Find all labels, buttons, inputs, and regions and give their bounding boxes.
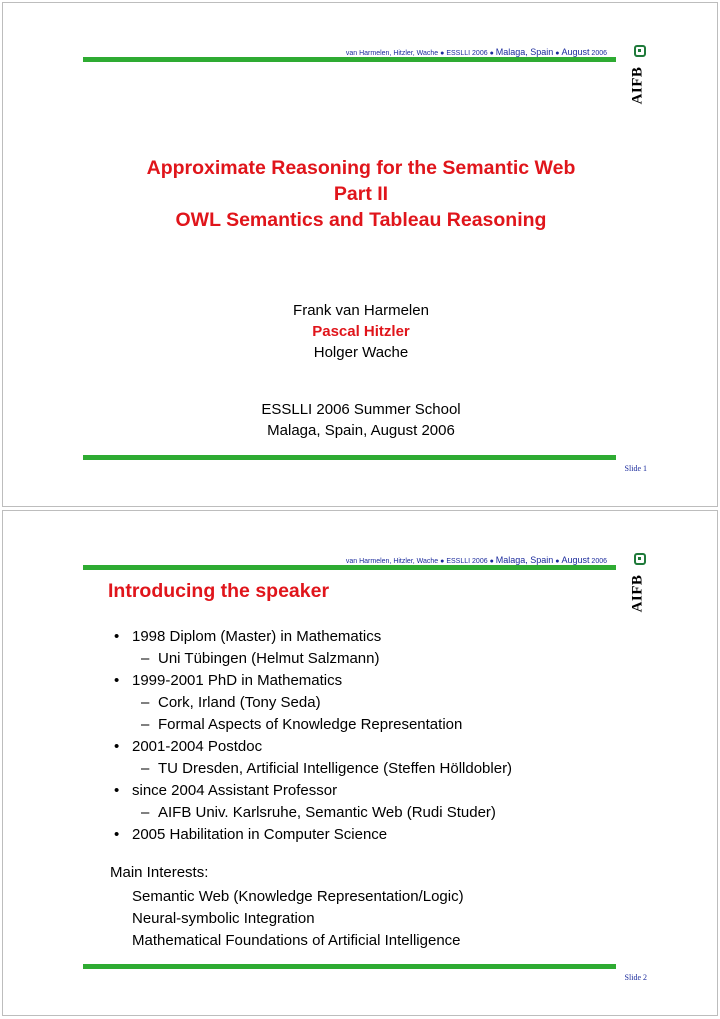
list-item: • 1998 Diplom (Master) in Mathematics xyxy=(110,626,630,648)
aifb-logo-icon xyxy=(634,553,646,565)
author-name: Frank van Harmelen xyxy=(293,302,429,319)
slide-title: Introducing the speaker xyxy=(108,580,330,602)
slide-number: Slide 2 xyxy=(624,973,647,982)
header-authors: van Harmelen, Hitzler, Wache xyxy=(345,50,439,57)
list-subitem: – AIFB Univ. Karlsruhe, Semantic Web (Rudi Studer) xyxy=(110,802,630,824)
header-location: Malaga, Spain xyxy=(495,555,554,565)
interest-item: Mathematical Foundations of Artificial Intelligence xyxy=(132,932,461,949)
top-divider xyxy=(83,565,616,570)
bullet-separator: ● xyxy=(555,50,560,57)
top-divider xyxy=(83,57,616,62)
author-name: Holger Wache xyxy=(313,344,409,361)
interest-item: Neural-symbolic Integration xyxy=(132,910,315,927)
list-subitem: – Cork, Irland (Tony Seda) xyxy=(110,692,630,714)
interests-label: Main Interests: xyxy=(110,864,209,881)
title-line: OWL Semantics and Tableau Reasoning xyxy=(175,209,547,231)
list-item: • 2001-2004 Postdoc xyxy=(110,736,630,758)
list-subitem: – Uni Tübingen (Helmut Salzmann) xyxy=(110,648,630,670)
aifb-logo-text: AIFB xyxy=(629,66,646,105)
list-item: • since 2004 Assistant Professor xyxy=(110,780,630,802)
venue-info xyxy=(3,399,719,441)
bio-list xyxy=(110,626,630,846)
bullet-separator: ● xyxy=(440,50,445,57)
header-location: Malaga, Spain xyxy=(495,47,554,57)
header-month: August xyxy=(561,47,590,57)
list-item: • 2005 Habilitation in Computer Science xyxy=(110,824,630,846)
slide-header xyxy=(346,47,607,57)
author-name-highlighted: Pascal Hitzler xyxy=(312,323,410,340)
bullet-separator: ● xyxy=(489,558,494,565)
bottom-divider xyxy=(83,964,616,969)
list-subitem: – Formal Aspects of Knowledge Representation xyxy=(110,714,630,736)
venue-line: ESSLLI 2006 Summer School xyxy=(261,401,461,418)
interest-item: Semantic Web (Knowledge Representation/Logic) xyxy=(132,888,464,905)
slide-1 xyxy=(2,2,718,507)
header-month: August xyxy=(561,555,590,565)
slide-number: Slide 1 xyxy=(624,464,647,473)
title-line: Part II xyxy=(333,183,389,205)
bullet-separator: ● xyxy=(440,558,445,565)
venue-line: Malaga, Spain, August 2006 xyxy=(267,422,455,439)
header-authors: van Harmelen, Hitzler, Wache xyxy=(345,558,439,565)
header-event: ESSLLI 2006 xyxy=(446,558,488,565)
bottom-divider xyxy=(83,455,616,460)
aifb-logo-icon xyxy=(634,45,646,57)
list-subitem: – TU Dresden, Artificial Intelligence (Steffen Hölldobler) xyxy=(110,758,630,780)
bullet-separator: ● xyxy=(555,558,560,565)
slide-header xyxy=(346,555,607,565)
bullet-separator: ● xyxy=(489,50,494,57)
interests-list xyxy=(132,886,464,952)
slide-title xyxy=(3,155,719,233)
header-year: 2006 xyxy=(591,50,607,57)
list-item: • 1999-2001 PhD in Mathematics xyxy=(110,670,630,692)
header-event: ESSLLI 2006 xyxy=(446,50,488,57)
header-year: 2006 xyxy=(591,558,607,565)
author-list xyxy=(3,300,719,363)
title-line: Approximate Reasoning for the Semantic Web xyxy=(146,157,576,179)
aifb-logo-text: AIFB xyxy=(629,574,646,613)
